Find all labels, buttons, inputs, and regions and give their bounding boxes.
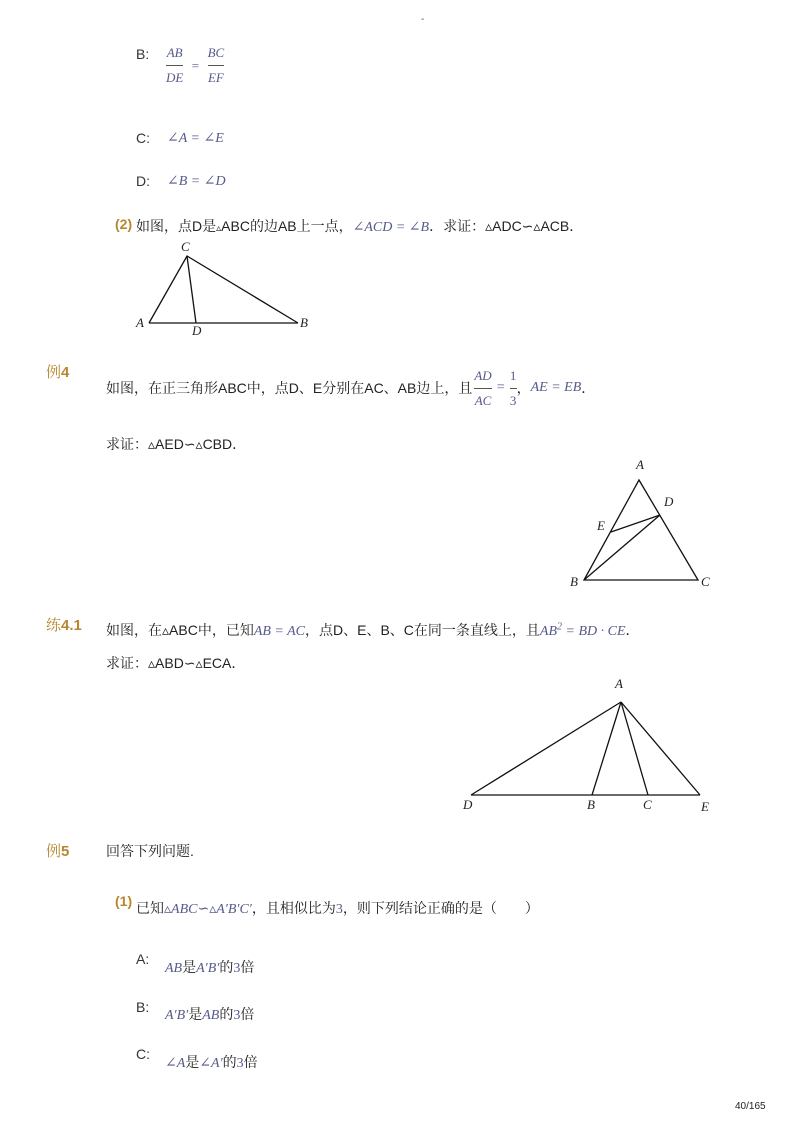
fraction-one-third [510, 367, 517, 410]
option-a-text [165, 957, 254, 977]
statement-text: ． [625, 622, 640, 638]
math-term: AB [539, 624, 558, 639]
segment-ab [592, 702, 621, 795]
practice-4-1-prove: 求证：▵ABD∽▵ECA． [106, 655, 246, 671]
option-c-letter: C: [136, 1046, 150, 1062]
option-d-letter: D: [136, 173, 150, 189]
figure-isosceles-extended [455, 672, 730, 820]
vertex-label-a: A [636, 457, 644, 472]
frac-bar [166, 65, 183, 66]
option-b-letter: B: [136, 999, 150, 1015]
example-5-label [46, 840, 69, 861]
vertex-label-b: B [300, 315, 308, 330]
practice-4-1-statement [106, 620, 640, 640]
option-b-text [165, 1004, 254, 1024]
statement-text: 已知 [136, 900, 164, 916]
option-text: 的 [219, 959, 234, 975]
label-prefix: 例 [46, 364, 62, 381]
vertex-label-d: D [664, 494, 674, 509]
statement-text: 如图，在正三角形ABC中，点D、E分别在AC、AB边上，且 [106, 380, 473, 396]
option-text: 是 [182, 959, 197, 975]
equation-ae-eb: AE = EB [530, 380, 582, 395]
math-term: = BD · CE [562, 624, 626, 639]
frac-bar [208, 65, 225, 66]
example-4-prove: 求证：▵AED∽▵CBD． [106, 436, 247, 452]
math-term: 3 [233, 961, 241, 976]
part-2-statement [136, 216, 583, 236]
frac-den-ef: EF [207, 70, 224, 85]
math-term: 3 [236, 1056, 244, 1071]
figure-equilateral-triangle [560, 452, 720, 592]
math-term: 3 [233, 1008, 241, 1023]
example-4-label [46, 361, 69, 382]
segment-ac [621, 702, 648, 795]
frac-den: AC [474, 392, 492, 408]
equals-sign: = [496, 380, 505, 395]
math-term: ∠A [165, 1056, 186, 1071]
vertex-label-a: A [136, 315, 144, 330]
statement-text: ， [516, 380, 531, 396]
statement-text: ▵ADC∽▵ACB． [485, 218, 584, 234]
option-b-fraction [166, 44, 224, 87]
option-d-expr: ∠B = ∠D [167, 174, 226, 189]
statement-text: ，则下列结论正确的是（ ） [342, 900, 539, 916]
statement-text: 如图，点D是 [136, 218, 217, 234]
option-a-letter: A: [136, 951, 150, 967]
equals-sign: = [191, 57, 200, 73]
part-1-number: (1) [115, 893, 133, 909]
segment-ad [471, 702, 621, 795]
angle-equation: ∠ACD = ∠B [352, 220, 430, 235]
label-number: 4 [61, 364, 70, 381]
vertex-label-c: C [643, 797, 652, 812]
math-term: A′B′ [196, 961, 220, 976]
option-text: 是 [185, 1054, 200, 1070]
vertex-label-a: A [615, 676, 623, 691]
equation-ab-ac: AB = AC [253, 624, 306, 639]
label-prefix: 练 [46, 617, 62, 634]
vertex-label-b: B [587, 797, 595, 812]
triangle-sides [149, 256, 298, 323]
label-number: 5 [61, 843, 70, 860]
statement-text: ．求证： [429, 218, 486, 234]
segment-cd [187, 256, 196, 323]
math-term: ∠A′ [199, 1056, 223, 1071]
option-text: 倍 [243, 1054, 258, 1070]
vertex-label-d: D [192, 323, 202, 338]
vertex-label-d: D [463, 797, 473, 812]
option-b-letter: B: [136, 46, 150, 62]
statement-text: ，且相似比为 [251, 900, 336, 916]
header-mark: - [421, 14, 425, 25]
math-term: AB [165, 961, 183, 976]
fraction-ad-ac [474, 367, 491, 410]
option-text: 是 [188, 1006, 203, 1022]
vertex-label-c: C [701, 574, 710, 589]
frac-num-ab: AB [166, 45, 183, 60]
example-4-statement [106, 360, 595, 416]
option-text: 倍 [240, 1006, 255, 1022]
option-c-text [165, 1052, 258, 1072]
statement-text: 如图，在▵ABC中，已知 [106, 622, 254, 638]
vertex-label-b: B [570, 574, 578, 589]
statement-text: ABC的边AB上一点， [221, 218, 353, 234]
option-c-letter: C: [136, 130, 150, 146]
frac-bar [474, 388, 491, 389]
segment-ae [621, 702, 700, 795]
vertex-label-e: E [597, 518, 605, 533]
equation-ab-squared [539, 621, 626, 639]
triangle-symbol: ▵ [216, 223, 222, 234]
math-term: A′B′ [165, 1008, 189, 1023]
figure-triangle-abc-d [130, 236, 320, 340]
option-text: 倍 [240, 959, 255, 975]
segment-bd [584, 515, 660, 580]
similarity-expr: ▵ABC∽▵A′B′C′ [164, 902, 252, 917]
option-text: 的 [222, 1054, 237, 1070]
ratio-value: 3 [335, 902, 343, 917]
label-number: 4.1 [61, 617, 82, 634]
statement-text: ． [581, 380, 596, 396]
frac-num: AD [474, 367, 492, 383]
part-1-statement [136, 898, 539, 918]
frac-den-de: DE [166, 70, 184, 85]
vertex-label-e: E [701, 799, 709, 814]
option-text: 的 [219, 1006, 234, 1022]
frac-num-bc: BC [207, 45, 225, 60]
example-5-intro: 回答下列问题. [106, 843, 194, 859]
frac-num: 1 [509, 367, 517, 383]
statement-text: ，点D、E、B、C在同一条直线上，且 [305, 622, 540, 638]
math-term: AB [202, 1008, 220, 1023]
superscript: 2 [557, 621, 563, 633]
vertex-label-c: C [181, 239, 190, 254]
frac-bar [510, 388, 517, 389]
part-2-number: (2) [115, 216, 133, 232]
frac-den: 3 [509, 392, 517, 408]
page-number: 40/165 [735, 1101, 766, 1112]
practice-4-1-label [46, 614, 82, 635]
option-c-expr: ∠A = ∠E [167, 131, 224, 146]
label-prefix: 例 [46, 843, 62, 860]
